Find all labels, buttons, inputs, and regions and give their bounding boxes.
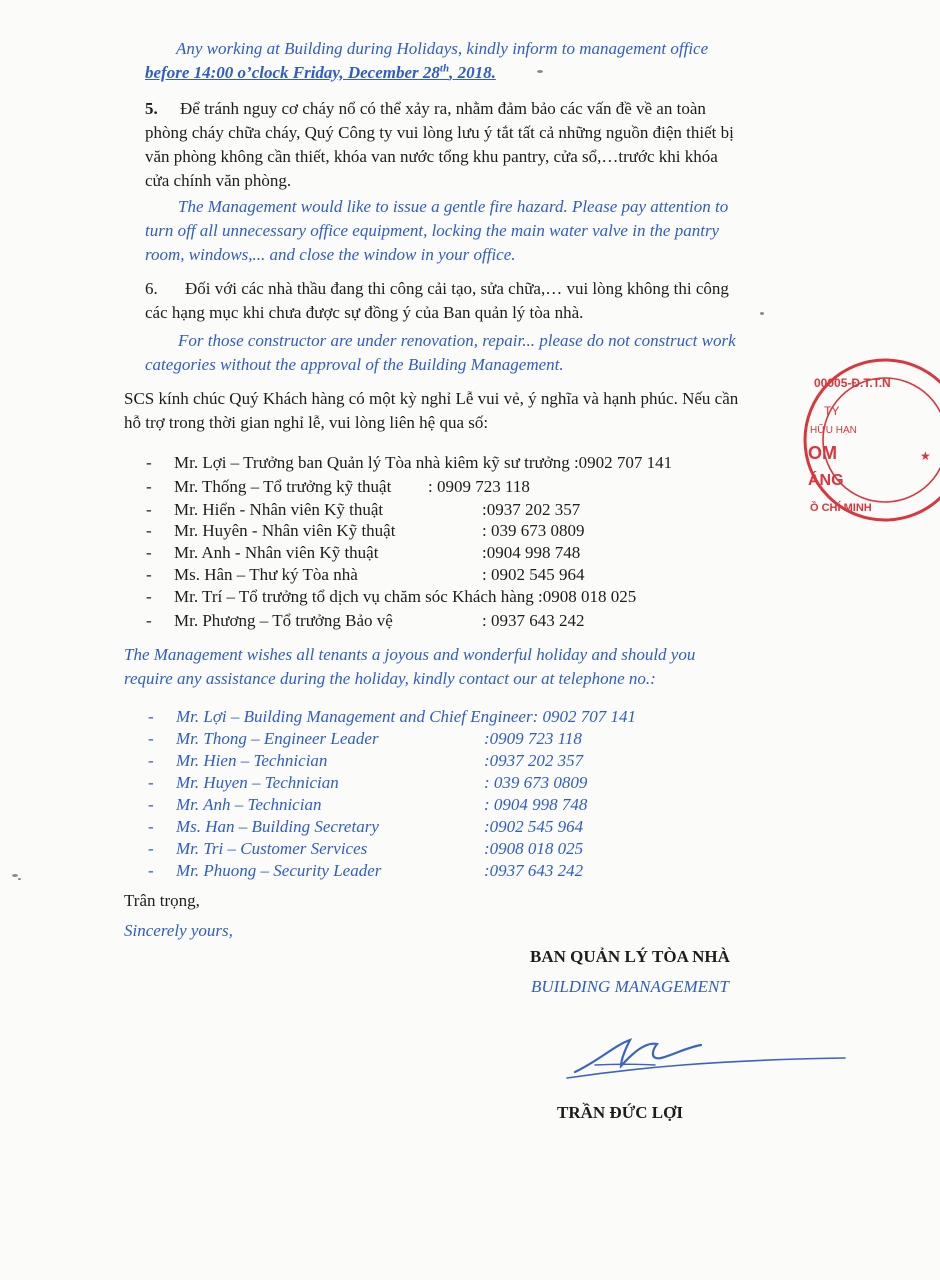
org-name-vn: BAN QUẢN LÝ TÒA NHÀ bbox=[530, 947, 730, 966]
item6-vn-line-2: các hạng mục khi chưa được sự đồng ý của Ban quản lý tòa nhà. bbox=[145, 303, 584, 322]
list-dash: - bbox=[146, 477, 152, 496]
item6-number: 6. bbox=[145, 279, 158, 298]
list-dash: - bbox=[148, 707, 154, 726]
intro-en-line-1: Any working at Building during Holidays, kindly inform to management office bbox=[176, 39, 709, 58]
list-dash: - bbox=[148, 729, 154, 748]
list-dash: - bbox=[146, 543, 152, 562]
contact-vn-name: Mr. Lợi – Trưởng ban Quản lý Tòa nhà kiêm kỹ sư trưởng :0902 707 141 bbox=[174, 453, 673, 472]
svg-text:OM: OM bbox=[808, 443, 837, 463]
scan-speck bbox=[18, 878, 21, 880]
contact-en-name: Mr. Tri – Customer Services bbox=[176, 839, 368, 858]
handwritten-signature bbox=[555, 1020, 855, 1090]
contact-en-name: Mr. Hien – Technician bbox=[176, 751, 328, 770]
contact-vn-name: Mr. Anh - Nhân viên Kỹ thuật bbox=[174, 543, 379, 562]
item6-vn-line-1: Đối với các nhà thầu đang thi công cải tạo, sửa chữa,… vui lòng không thi công bbox=[185, 279, 729, 298]
svg-text:HỮU HẠN: HỮU HẠN bbox=[810, 425, 857, 436]
contact-en-phone: :0909 723 118 bbox=[484, 729, 582, 748]
contact-vn-phone: :0937 202 357 bbox=[482, 500, 581, 519]
wishes-en-line-2: require any assistance during the holiday, kindly contact our at telephone no.: bbox=[124, 669, 656, 688]
svg-text:ÁNG: ÁNG bbox=[808, 472, 844, 489]
intro-en-deadline bbox=[145, 62, 496, 84]
contact-vn-name: Mr. Trí – Tổ trưởng tổ dịch vụ chăm sóc Khách hàng :0908 018 025 bbox=[174, 587, 637, 606]
contact-en-phone: : 0904 998 748 bbox=[484, 795, 588, 814]
item5-vn-line-4: cửa chính văn phòng. bbox=[145, 171, 292, 190]
contact-vn-phone: : 039 673 0809 bbox=[482, 521, 585, 540]
contact-en-name: Mr. Huyen – Technician bbox=[176, 773, 339, 792]
contact-vn-name: Mr. Phương – Tổ trưởng Bảo vệ bbox=[174, 611, 393, 630]
item5-en-line-1: The Management would like to issue a gentle fire hazard. Please pay attention to bbox=[178, 197, 729, 216]
contact-en-phone: :0937 643 242 bbox=[484, 861, 584, 880]
list-dash: - bbox=[148, 795, 154, 814]
contact-vn-name: Mr. Huyên - Nhân viên Kỹ thuật bbox=[174, 521, 396, 540]
contact-en-name: Mr. Lợi – Building Management and Chief Engineer: 0902 707 141 bbox=[176, 707, 637, 726]
list-dash: - bbox=[146, 521, 152, 540]
scan-speck bbox=[760, 312, 764, 315]
svg-text:Ồ CHÍ MINH: Ồ CHÍ MINH bbox=[810, 502, 872, 514]
item5-en-line-2: turn off all unnecessary office equipment, locking the main water valve in the pantry bbox=[145, 221, 720, 240]
contact-vn-name: Mr. Thống – Tổ trưởng kỹ thuật bbox=[174, 477, 392, 496]
contact-vn-phone: :0904 998 748 bbox=[482, 543, 581, 562]
contact-en-phone: :0908 018 025 bbox=[484, 839, 584, 858]
contact-vn-phone: : 0909 723 118 bbox=[428, 477, 530, 496]
item5-number: 5. bbox=[145, 99, 158, 118]
list-dash: - bbox=[146, 587, 152, 606]
contact-vn-phone: : 0902 545 964 bbox=[482, 565, 585, 584]
contact-vn-phone: : 0937 643 242 bbox=[482, 611, 585, 630]
wishes-en-line-1: The Management wishes all tenants a joyous and wonderful holiday and should you bbox=[124, 645, 696, 664]
org-name-en: BUILDING MANAGEMENT bbox=[531, 977, 729, 996]
contact-vn-name: Mr. Hiển - Nhân viên Kỹ thuật bbox=[174, 500, 384, 519]
list-dash: - bbox=[146, 453, 152, 472]
contact-en-phone: :0937 202 357 bbox=[484, 751, 584, 770]
item5-vn-line-1: Để tránh nguy cơ cháy nổ có thể xảy ra, nhằm đảm bảo các vấn đề về an toàn bbox=[180, 99, 706, 118]
contact-en-phone: : 039 673 0809 bbox=[484, 773, 588, 792]
item6-en-line-2: categories without the approval of the Building Management. bbox=[145, 355, 564, 374]
deadline-main: before 14:00 o’clock Friday, December 28 bbox=[145, 63, 440, 82]
contact-en-name: Mr. Anh – Technician bbox=[176, 795, 322, 814]
contact-en-name: Mr. Phuong – Security Leader bbox=[176, 861, 382, 880]
contact-vn-name: Ms. Hân – Thư ký Tòa nhà bbox=[174, 565, 358, 584]
deadline-year: , 2018. bbox=[449, 63, 496, 82]
wishes-vn-line-1: SCS kính chúc Quý Khách hàng có một kỳ nghỉ Lễ vui vẻ, ý nghĩa và hạnh phúc. Nếu cần bbox=[124, 389, 739, 408]
list-dash: - bbox=[148, 839, 154, 858]
scan-speck bbox=[537, 70, 543, 73]
signer-name: TRẦN ĐỨC LỢI bbox=[557, 1103, 683, 1122]
list-dash: - bbox=[148, 817, 154, 836]
list-dash: - bbox=[146, 565, 152, 584]
contact-en-name: Ms. Han – Building Secretary bbox=[176, 817, 379, 836]
company-seal-stamp bbox=[800, 355, 940, 525]
svg-text:00005-Đ.T.T.N: 00005-Đ.T.T.N bbox=[814, 376, 891, 390]
list-dash: - bbox=[146, 611, 152, 630]
item5-en-line-3: room, windows,... and close the window in your office. bbox=[145, 245, 516, 264]
list-dash: - bbox=[148, 773, 154, 792]
item5-vn-line-3: văn phòng không cần thiết, khóa van nước tổng khu pantry, cửa sổ,…trước khi khóa bbox=[145, 147, 718, 166]
scan-speck bbox=[12, 874, 18, 877]
closing-vn: Trân trọng, bbox=[124, 891, 200, 910]
list-dash: - bbox=[146, 500, 152, 519]
svg-text:★: ★ bbox=[920, 449, 931, 463]
closing-en: Sincerely yours, bbox=[124, 921, 233, 940]
list-dash: - bbox=[148, 861, 154, 880]
deadline-ordinal: th bbox=[439, 62, 450, 75]
svg-text:TY: TY bbox=[824, 404, 840, 418]
item5-vn-line-2: phòng cháy chữa cháy, Quý Công ty vui lòng lưu ý tắt tất cả những nguồn điện thiết bị bbox=[145, 123, 734, 142]
wishes-vn-line-2: hỗ trợ trong thời gian nghỉ lễ, vui lòng liên hệ qua số: bbox=[124, 413, 489, 432]
list-dash: - bbox=[148, 751, 154, 770]
item6-en-line-1: For those constructor are under renovation, repair... please do not construct work bbox=[178, 331, 736, 350]
contact-en-phone: :0902 545 964 bbox=[484, 817, 584, 836]
contact-en-name: Mr. Thong – Engineer Leader bbox=[176, 729, 379, 748]
